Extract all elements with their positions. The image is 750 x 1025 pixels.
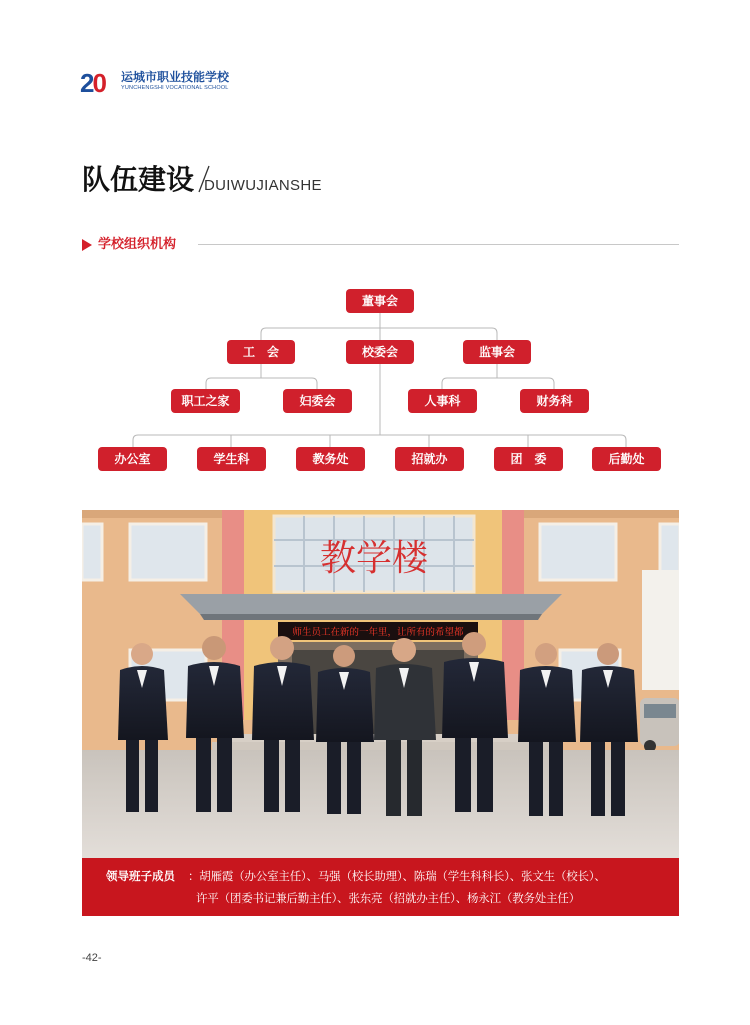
caption-members-line2: 许平（团委书记兼后勤主任）、张东亮（招就办主任）、杨永江（教务处主任） [196,891,580,905]
org-node-academic-affairs: 教务处 [296,447,365,471]
org-node-logistics: 后勤处 [592,447,661,471]
org-node-women-committee: 妇委会 [283,389,352,413]
org-node-board: 董事会 [346,289,414,313]
section-divider [198,244,679,245]
section-heading-label: 学校组织机构 [98,237,177,252]
caption-label: 领导班子成员 [106,869,175,883]
building-sign-text: 教学楼 [319,538,429,579]
page-title: 队伍建设 [82,163,195,196]
led-banner-text: 师生员工在新的一年里，让所有的希望都 [292,627,464,638]
org-node-staff-home: 职工之家 [171,389,240,413]
org-node-admissions: 招就办 [395,447,464,471]
logo-digit: 2 [80,68,93,98]
org-node-office: 办公室 [98,447,167,471]
logo-digit-emblem: 0 [92,68,105,98]
page-number: -42- [82,952,102,964]
photo-caption [82,858,679,916]
school-name-en: YUNCHENGSHI VOCATIONAL SCHOOL [121,85,229,91]
leadership-team-photo [82,510,679,858]
org-node-finance: 财务科 [520,389,589,413]
org-node-school-committee: 校委会 [346,340,414,364]
school-name: 运城市职业技能学校 [121,70,230,84]
page-title-english: DUIWUJIANSHE [204,177,322,194]
org-node-youth-league: 团 委 [494,447,563,471]
logo-anniversary-number [80,70,105,96]
triangle-arrow-icon [82,239,92,251]
org-node-student-affairs: 学生科 [197,447,266,471]
org-node-personnel: 人事科 [408,389,477,413]
caption-members-line1: ：胡雁霞（办公室主任）、马强（校长助理）、陈瑞（学生科科长）、张文生（校长）、 [188,869,606,883]
org-node-supervisory-board: 监事会 [463,340,531,364]
org-node-union: 工 会 [227,340,295,364]
